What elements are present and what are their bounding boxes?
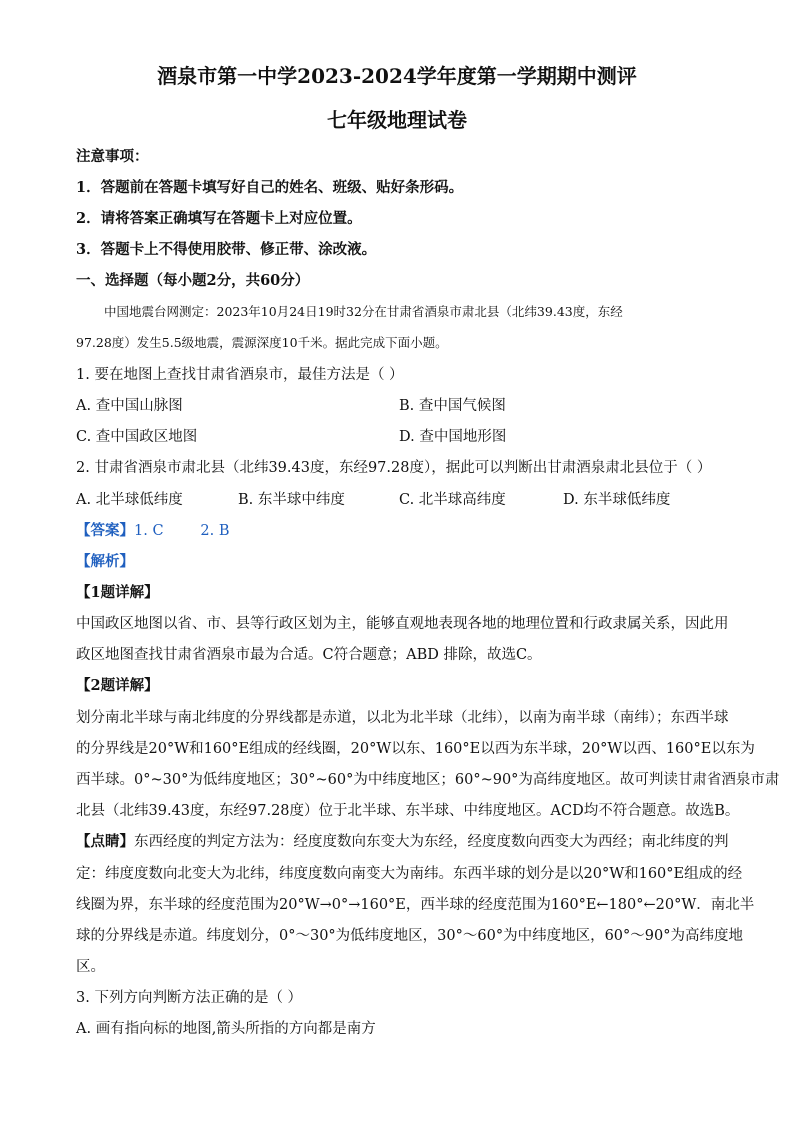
answer-line [76,521,230,541]
notice-heading: 注意事项： [76,148,149,165]
tip-text: 线圈为界，东半球的经度范围为20°W→0°→160°E，西半球的经度范围为160°E←180°←20°W．南北半 [76,897,755,913]
material-text: 中国地震台网测定：2023年10月24日19时32分在甘肃省酒泉市肃北县（北纬39.43度，东经 [104,304,623,319]
notice-item: 3．答题卡上不得使用胶带、修正带、涂改液。 [76,241,377,258]
option-a: A. 查中国山脉图 [76,398,183,414]
detail-label: 【1题详解】 [76,584,159,601]
section-heading: 一、选择题（每小题2分，共60分） [76,272,310,289]
detail-text: 北县（北纬39.43度，东经97.28度）位于北半球、东半球、中纬度地区。ACD均不符合题意。故选B。 [76,803,740,819]
answer-label: 【答案】 [76,522,134,539]
tip-label: 【点睛】 [76,833,134,850]
analysis-label: 【解析】 [76,553,134,570]
detail-label: 【2题详解】 [76,677,159,694]
exam-title: 酒泉市第一中学2023-2024学年度第一学期期中测评 [157,64,637,88]
exam-subtitle: 七年级地理试卷 [327,108,467,132]
option-c: C. 北半球高纬度 [399,492,506,508]
option-b: B. 查中国气候图 [399,398,506,414]
tip-text: 东西经度的判定方法为：经度度数向东变大为东经，经度度数向西变大为西经；南北纬度的判 [134,834,729,850]
tip-text: 定：纬度度数向北变大为北纬，纬度度数向南变大为南纬。东西半球的划分是以20°W和160°E组成的经 [76,866,743,882]
question-stem: 1. 要在地图上查找甘肃省酒泉市，最佳方法是（ ） [76,367,404,383]
question-stem: 2. 甘肃省酒泉市肃北县（北纬39.43度，东经97.28度），据此可以判断出甘肃酒泉肃北县位于（ ） [76,460,712,476]
detail-text: 政区地图查找甘肃省酒泉市最为合适。C符合题意；ABD 排除，故选C。 [76,647,542,663]
option-a: A. 北半球低纬度 [76,492,183,508]
detail-text: 中国政区地图以省、市、县等行政区划为主，能够直观地表现各地的地理位置和行政隶属关系，因此用 [76,616,729,632]
tip-text: 区。 [76,959,105,975]
option-b: B. 东半球中纬度 [238,492,345,508]
option-a: A. 画有指向标的地图,箭头所指的方向都是南方 [76,1021,376,1037]
option-d: D. 查中国地形图 [399,429,507,445]
material-text: 97.28度）发生5.5级地震，震源深度10千米。据此完成下面小题。 [76,335,448,350]
detail-text: 的分界线是20°W和160°E组成的经线圈，20°W以东、160°E以西为东半球，20°W以西、160°E以东为 [76,741,755,757]
question-stem: 3. 下列方向判断方法正确的是（ ） [76,990,303,1006]
tip-line [76,832,729,852]
detail-text: 划分南北半球与南北纬度的分界线都是赤道，以北为北半球（北纬），以南为南半球（南纬）；东西半球 [76,710,729,726]
detail-text: 西半球。0°~30°为低纬度地区；30°~60°为中纬度地区；60°~90°为高纬度地区。故可判读甘肃省酒泉市肃 [76,772,780,788]
option-c: C. 查中国政区地图 [76,429,198,445]
answer-text: 1. C 2. B [134,523,230,539]
notice-item: 2．请将答案正确填写在答题卡上对应位置。 [76,210,362,227]
tip-text: 球的分界线是赤道。纬度划分，0°～30°为低纬度地区，30°～60°为中纬度地区，60°～90°为高纬度地 [76,928,743,944]
option-d: D. 东半球低纬度 [563,492,671,508]
notice-item: 1．答题前在答题卡填写好自己的姓名、班级、贴好条形码。 [76,179,464,196]
